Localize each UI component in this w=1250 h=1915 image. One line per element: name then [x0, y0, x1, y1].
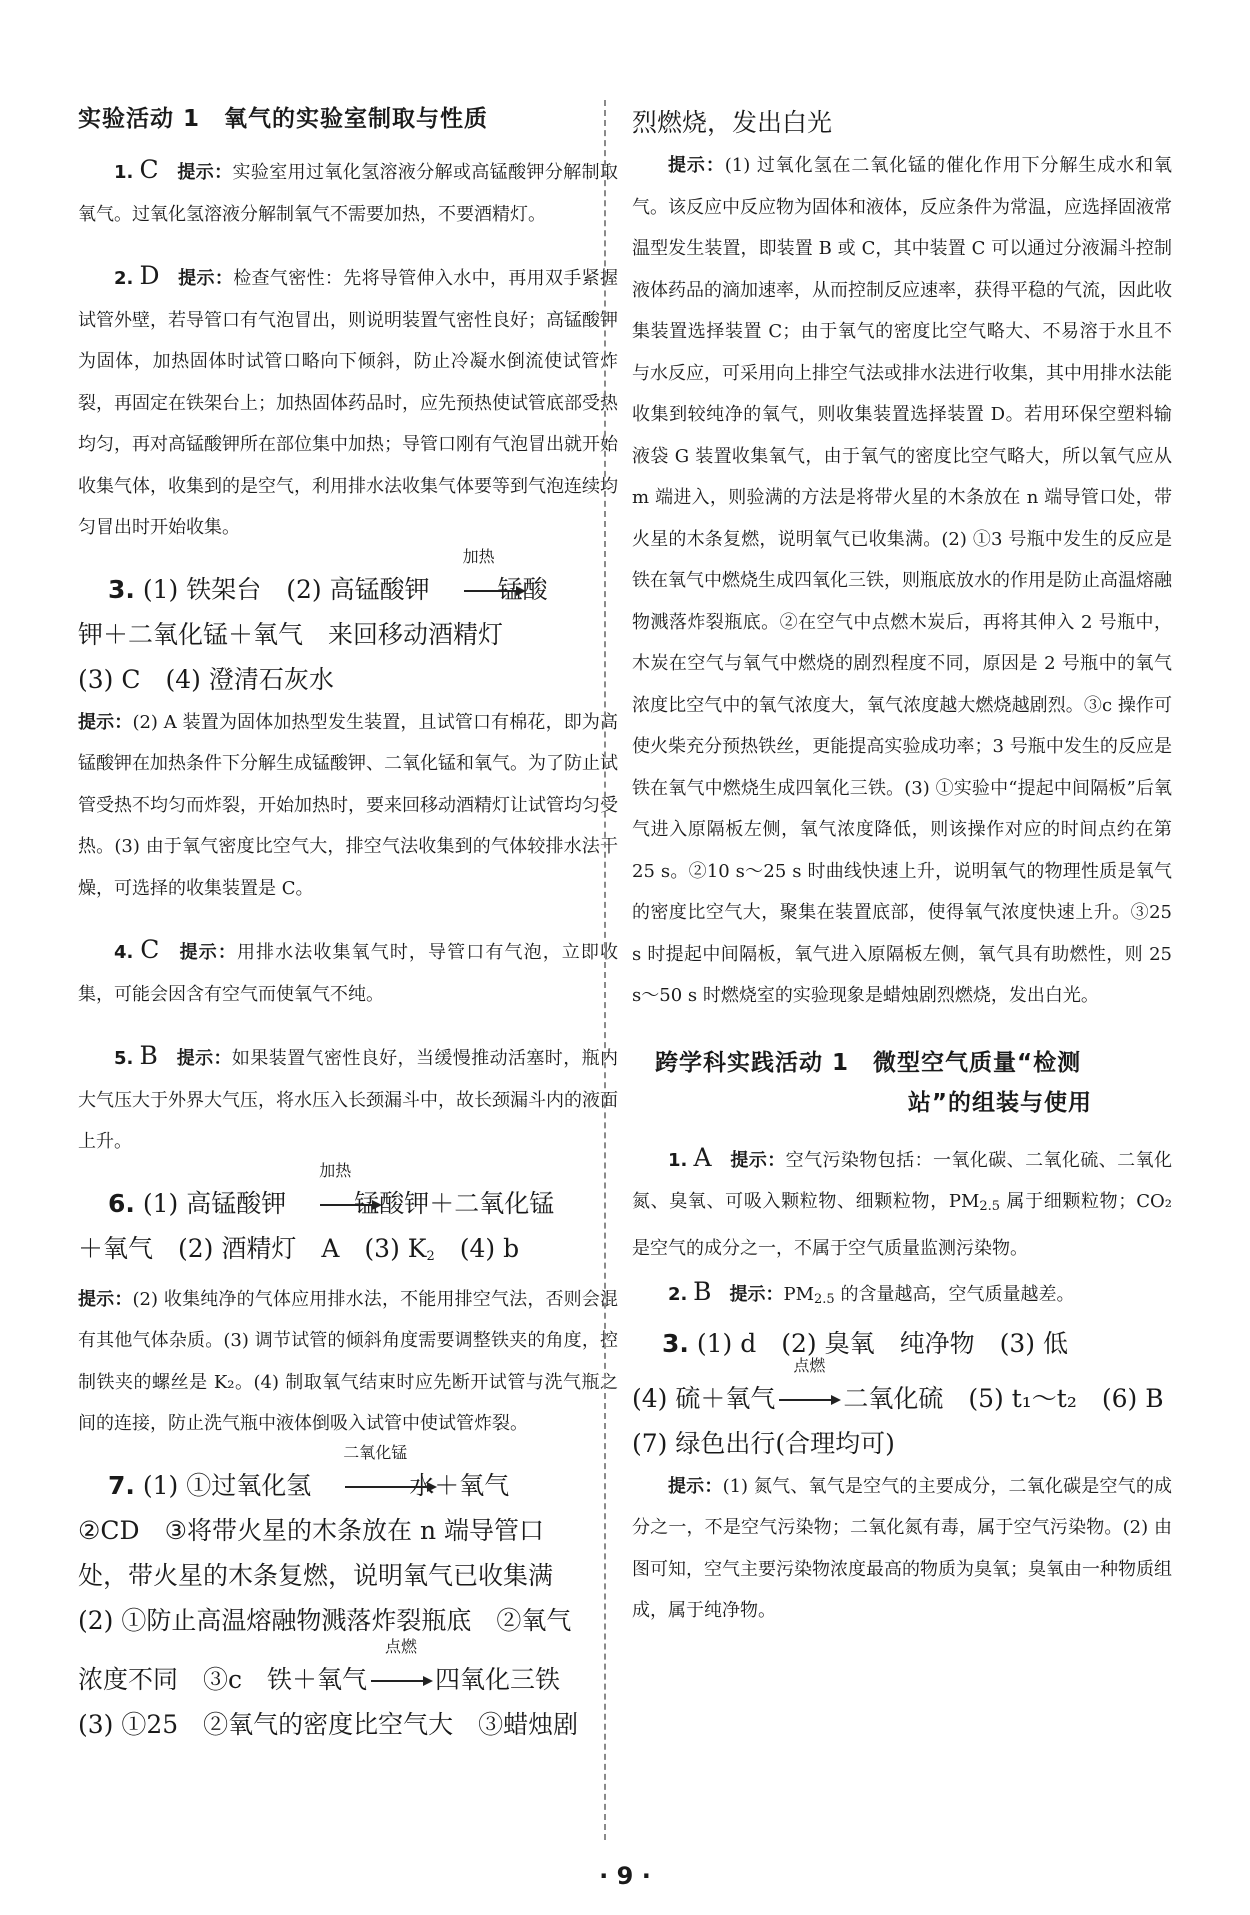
reaction-arrow: 点燃 — [367, 1657, 435, 1702]
answer-7-continued: 烈燃烧，发出白光 — [632, 108, 833, 137]
answer-1: 1. C 提示：实验室用过氧化氢溶液分解或高锰酸钾分解制取氧气。过氧化氢溶液分解制氧气不需要加热，不要酒精灯。 — [78, 155, 618, 225]
reaction-arrow: 加热 — [286, 1181, 354, 1226]
answer-r3-line-2: (4) 硫＋氧气 点燃 二氧化硫 (5) t₁～t₂ (6) B — [632, 1376, 1172, 1421]
answer-7-line-2: ②CD ③将带火星的木条放在 n 端导管口 — [78, 1515, 544, 1545]
answer-r3-line-3: (7) 绿色出行(合理均可) — [632, 1428, 895, 1458]
answer-r3-line-1: 3. (1) d (2) 臭氧 纯净物 (3) 低 — [662, 1328, 1068, 1358]
answer-r2: 2. B 提示：$PM_{2.5}$ 的含量越高，空气质量越差。 — [668, 1277, 1075, 1307]
answer-4: 4. C 提示：用排水法收集氧气时，导管口有气泡，立即收集，可能会因含有空气而使氧气不纯。 — [78, 935, 619, 1005]
reaction-arrow: 加热 — [430, 567, 498, 612]
answer-7-line-3: 处，带火星的木条复燃，说明氧气已收集满 — [78, 1560, 554, 1590]
reaction-arrow: 点燃 — [775, 1376, 843, 1421]
answer-7-line-6: (3) ①25 ②氧气的密度比空气大 ③蜡烛剧 — [78, 1709, 579, 1739]
answer-7-line-1: 7. (1) ①过氧化氢 二氧化锰 水＋氧气 — [78, 1463, 618, 1508]
answer-6-line-1: 6. (1) 高锰酸钾 加热 锰酸钾＋二氧化锰 — [78, 1181, 618, 1226]
answer-7-line-5: 浓度不同 ③c 铁＋氧气 点燃 四氧化三铁 — [78, 1657, 618, 1702]
answer-3-line-1: 3. (1) 铁架台 (2) 高锰酸钾 加热 锰酸 — [78, 567, 618, 612]
right-column — [632, 100, 1172, 1632]
answer-7-line-4: (2) ①防止高温熔融物溅落炸裂瓶底 ②氧气 — [78, 1605, 572, 1635]
answer-3-line-3: (3) C (4) 澄清石灰水 — [78, 664, 334, 694]
hint-7: 提示：(1) 过氧化氢在二氧化锰的催化作用下分解生成水和氧气。该反应中反应物为固体和液体，反应条件为常温，应选择固液常温型发生装置，即装置 B 或 C，其中装置 C 可以通过分液漏斗控制液体药品的滴加速率，从而控制反应速率，获得平稳的气流，因此收集装置选择装置 C；由于氧气的密度比空气略大、不易溶于水且不与水反应，可采用向上排空气法或排水法进行收集，其中用排水法能收集到较纯净的氧气，则收集装置选择装置 D。若用环保空塑料输液袋 G 装置收集氧气，由于氧气的密度比空气略大，所以氧气应从 m 端进入，则验满的方法是将带火星的木条放在 n 端导管口处，带火星的木条复燃，说明氧气已收集满。(2) ①3 号瓶中发生的反应是铁在氧气中燃烧生成四氧化三铁，则瓶底放水的作用是防止高温熔融物溅落炸裂瓶底。②在空气中点燃木炭后，再将其伸入 2 号瓶中，木炭在空气与氧气中燃烧的剧烈程度不同，原因是 2 号瓶中的氧气浓度比空气中的氧气浓度大，氧气浓度越大燃烧越剧烈。③c 操作可使火柴充分预热铁丝，更能提高实验成功率；3 号瓶中发生的反应是铁在氧气中燃烧生成四氧化三铁。(3) ①实验中“提起中间隔板”后氧气进入原隔板左侧，氧气浓度降低，则该操作对应的时间点约在第 25 s。②10 s～25 s 时曲线快速上升，说明氧气的物理性质是氧气的密度比空气大，聚集在装置底部，使得氧气浓度快速上升。③25 s 时提起中间隔板，氧气进入原隔板左侧，氧气具有助燃性，则 25 s～50 s 时燃烧室的实验现象是蜡烛剧烈燃烧，发出白光。 — [632, 155, 1172, 1006]
section-title-right-line-1: 跨学科实践活动 1 微型空气质量“检测 — [655, 1049, 1082, 1076]
left-column — [78, 100, 618, 1747]
answer-r1: 1. A 提示：空气污染物包括：一氧化碳、二氧化硫、二氧化氮、臭氧、可吸入颗粒物、细颗粒物，$PM_{2.5}$ 属于细颗粒物；CO₂ 是空气的成分之一，不属于空气质量监测污染物。 — [632, 1142, 1173, 1259]
reaction-arrow: 二氧化锰 — [311, 1463, 409, 1508]
column-divider — [604, 100, 606, 1840]
answer-2: 2. D 提示：检查气密性：先将导管伸入水中，再用双手紧握试管外壁，若导管口有气泡冒出，则说明装置气密性良好；高锰酸钾为固体，加热固体时试管口略向下倾斜，防止冷凝水倒流使试管炸裂，再固定在铁架台上；加热固体药品时，应先预热使试管底部受热均匀，再对高锰酸钾所在部位集中加热；导管口刚有气泡冒出就开始收集气体，收集到的是空气，利用排水法收集气体要等到气泡连续均匀冒出时开始收集。 — [78, 261, 619, 538]
hint-3: 提示：(2) A 装置为固体加热型发生装置，且试管口有棉花，即为高锰酸钾在加热条件下分解生成锰酸钾、二氧化锰和氧气。为了防止试管受热不均匀而炸裂，开始加热时，要来回移动酒精灯让试管均匀受热。(3) 由于氧气密度比空气大，排空气法收集到的气体较排水法干燥，可选择的收集装置是 C。 — [78, 711, 619, 899]
hint-r3: 提示：(1) 氮气、氧气是空气的主要成分，二氧化碳是空气的成分之一，不是空气污染物；二氧化氮有毒，属于空气污染物。(2) 由图可知，空气主要污染物浓度最高的物质为臭氧；臭氧由一种物质组成，属于纯净物。 — [632, 1475, 1173, 1621]
section-title-right-line-2: 站”的组装与使用 — [907, 1089, 1092, 1116]
answer-5: 5. B 提示：如果装置气密性良好，当缓慢推动活塞时，瓶内大气压大于外界大气压，将水压入长颈漏斗中，故长颈漏斗内的液面上升。 — [78, 1041, 619, 1152]
section-title-left: 实验活动 1 氧气的实验室制取与性质 — [78, 106, 489, 132]
page-number: · 9 · — [599, 1862, 651, 1890]
hint-6: 提示：(2) 收集纯净的气体应用排水法，不能用排空气法，否则会混有其他气体杂质。(3) 调节试管的倾斜角度需要调整铁夹的角度，控制铁夹的螺丝是 K₂。(4) 制取氧气结束时应先断开试管与洗气瓶之间的连接，防止洗气瓶中液体倒吸入试管中使试管炸裂。 — [78, 1288, 619, 1434]
answer-6-line-2: ＋氧气 (2) 酒精灯 A (3) $K_2$ (4) b — [78, 1233, 520, 1264]
answer-3-line-2: 钾＋二氧化锰＋氧气 来回移动酒精灯 — [78, 619, 504, 649]
